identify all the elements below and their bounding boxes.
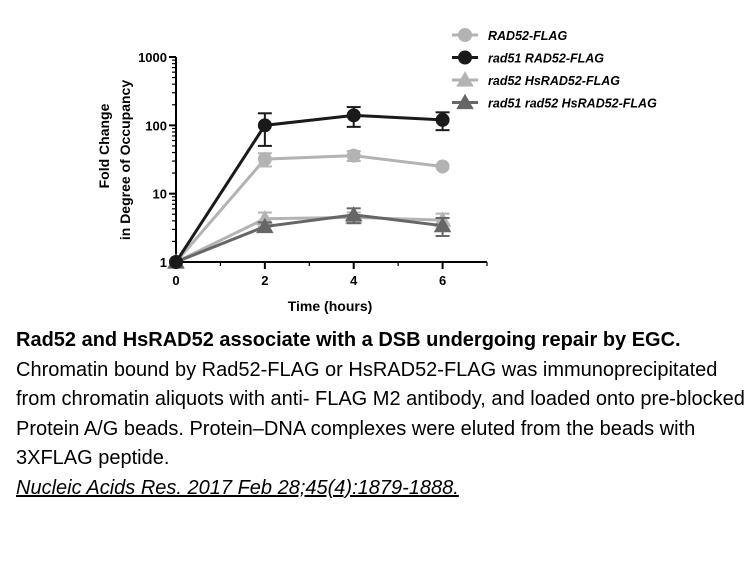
- x-axis-label: Time (hours): [287, 298, 373, 314]
- data-point: [258, 152, 272, 166]
- y-axis-label-line2: in Degree of Occupancy: [117, 79, 133, 241]
- x-tick-label: 4: [350, 273, 358, 288]
- y-tick-label: 100: [145, 118, 167, 134]
- y-tick-label: 1000: [138, 50, 167, 65]
- y-tick-label: 1: [159, 255, 167, 270]
- y-axis-label-line1: Fold Change: [96, 103, 112, 189]
- citation-link[interactable]: Nucleic Acids Res. 2017 Feb 28;45(4):1879-1888.: [16, 476, 459, 499]
- series-line: [176, 217, 443, 262]
- x-tick-label: 0: [172, 273, 180, 288]
- figure-caption: [16, 326, 752, 503]
- x-tick-label: 2: [261, 273, 269, 288]
- legend-label: rad51 rad52 HsRAD52-FLAG: [488, 96, 657, 111]
- data-point: [258, 118, 272, 132]
- legend-marker: [458, 51, 472, 65]
- data-point: [436, 113, 450, 127]
- data-point: [347, 108, 361, 122]
- series-line: [176, 215, 443, 262]
- caption-body: Chromatin bound by Rad52-FLAG or HsRAD52-FLAG was immunoprecipitated from chromatin aliquots with anti- FLAG M2 antibody, and loaded onto pre-blocked Protein A/G beads. Protein–DNA complexes were eluted from the beads with 3XFLAG peptide.: [16, 358, 745, 469]
- legend-label: RAD52-FLAG: [488, 29, 568, 43]
- data-point: [169, 255, 183, 269]
- data-point: [347, 149, 361, 163]
- caption-title: Rad52 and HsRAD52 associate with a DSB undergoing repair by EGC.: [16, 329, 681, 351]
- series-line: [176, 115, 443, 262]
- y-tick-label: 10: [152, 186, 167, 202]
- data-point: [436, 159, 450, 173]
- x-tick-label: 6: [438, 273, 447, 288]
- legend-label: rad51 RAD52-FLAG: [488, 51, 604, 66]
- legend-marker: [458, 28, 472, 42]
- legend-label: rad52 HsRAD52-FLAG: [488, 74, 620, 88]
